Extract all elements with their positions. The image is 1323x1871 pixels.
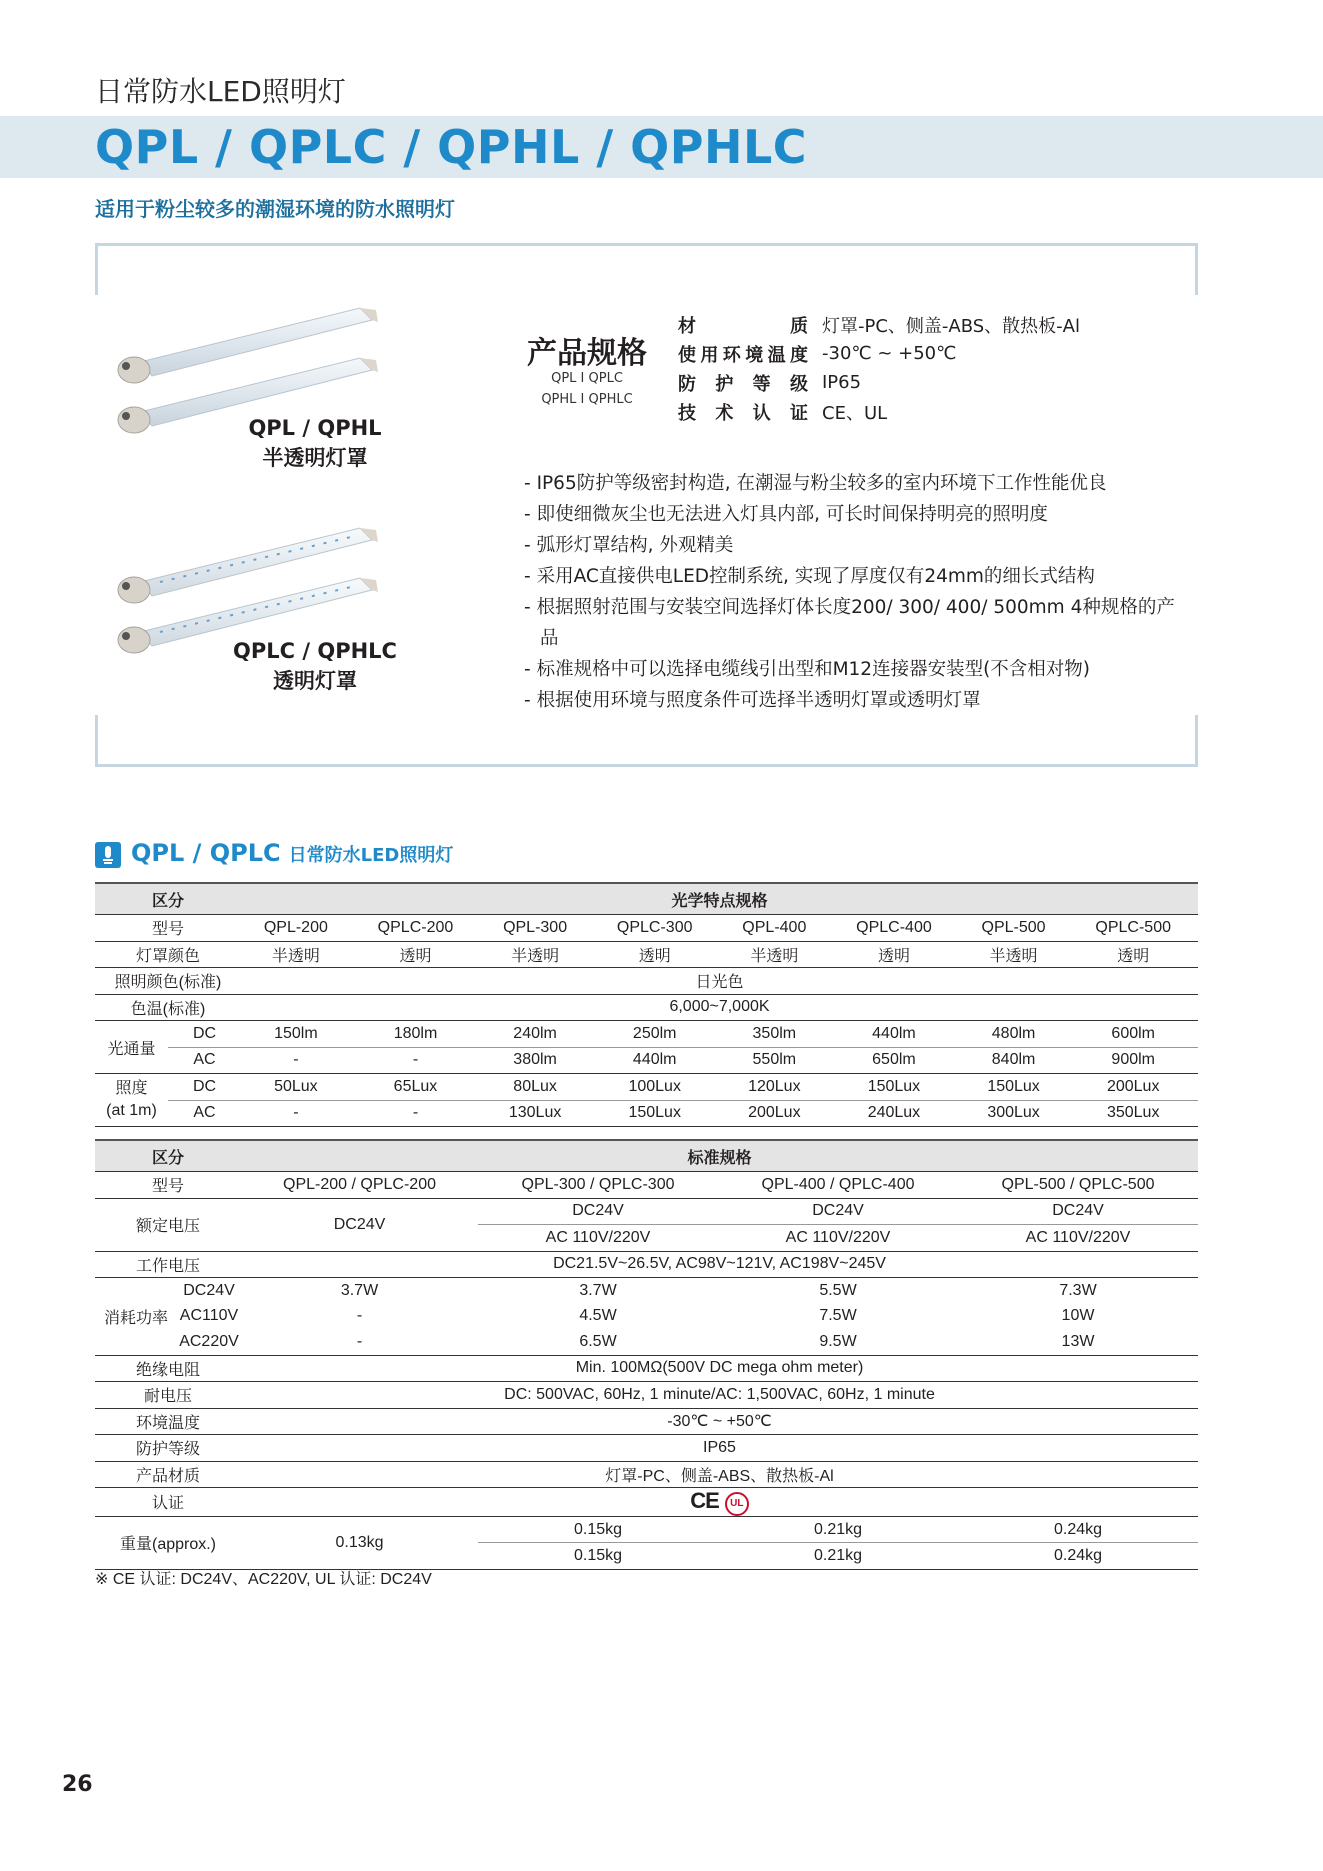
lamp-label-transparent — [195, 636, 435, 696]
table-row: 防护等级 IP65 — [95, 1435, 1198, 1462]
table-row: 灯罩颜色 半透明 透明 半透明 透明 半透明 透明 半透明 透明 — [95, 941, 1198, 968]
feature-item: - 根据使用环境与照度条件可选择半透明灯罩或透明灯罩 — [524, 685, 1184, 716]
lamp-bulb-icon — [95, 842, 121, 868]
table-row: AC220V - 6.5W 9.5W 13W — [95, 1329, 1198, 1355]
lamp-model: QPL / QPHL — [248, 416, 382, 440]
standard-spec-table — [95, 1139, 1198, 1570]
feature-item: - 即使细微灰尘也无法进入灯具内部, 可长时间保持明亮的照明度 — [524, 499, 1184, 530]
ul-mark-icon: UL — [725, 1492, 749, 1516]
feature-item: - 标准规格中可以选择电缆线引出型和M12连接器安装型(不含相对物) — [524, 654, 1184, 685]
lamp-model: QPLC / QPHLC — [233, 639, 397, 663]
feature-list — [524, 468, 1184, 716]
spec-row: 技术认证 CE、UL — [678, 402, 888, 424]
table-row: AC - - 380lm 440lm 550lm 650lm 840lm 900lm — [95, 1047, 1198, 1074]
table-row: 照度 (at 1m) DC 50Lux 65Lux 80Lux 100Lux 120Lux 150Lux 150Lux 200Lux — [95, 1074, 1198, 1101]
category-title: 日常防水LED照明灯 — [95, 75, 346, 108]
table-header-row: 区分 光学特点规格 — [95, 883, 1198, 915]
table-row: 工作电压 DC21.5V~26.5V, AC98V~121V, AC198V~245V — [95, 1251, 1198, 1278]
lamp-type: 半透明灯罩 — [262, 446, 368, 470]
spec-summary-models: QPL Ι QPLC QPHL Ι QPHLC — [541, 371, 633, 407]
table-row: 认证 CE UL — [95, 1488, 1198, 1517]
feature-item: - IP65防护等级密封构造, 在潮湿与粉尘较多的室内环境下工作性能优良 — [524, 468, 1184, 499]
spec-row: 材质 灯罩-PC、侧盖-ABS、散热板-Al — [678, 315, 1080, 337]
footnote: ※ CE 认证: DC24V、AC220V, UL 认证: DC24V — [95, 1571, 432, 1588]
certification-marks — [241, 1488, 1198, 1517]
table-row: 光通量 DC 150lm 180lm 240lm 250lm 350lm 440lm 480lm 600lm — [95, 1021, 1198, 1048]
lamp-label-semi-transparent — [195, 413, 435, 473]
table-row: 0.15kg 0.21kg 0.24kg — [95, 1543, 1198, 1570]
table-row: 色温(标准) 6,000~7,000K — [95, 994, 1198, 1021]
table-row: AC - - 130Lux 150Lux 200Lux 240Lux 300Lux 350Lux — [95, 1100, 1198, 1127]
lamp-type: 透明灯罩 — [273, 669, 357, 693]
table-row: 照明颜色(标准) 日光色 — [95, 968, 1198, 995]
optical-spec-table — [95, 882, 1198, 1127]
page-subtitle: 适用于粉尘较多的潮湿环境的防水照明灯 — [95, 197, 455, 221]
spec-summary-table — [678, 310, 1080, 426]
product-frame-top — [95, 243, 1198, 295]
table-row: 额定电压 DC24V DC24V DC24V DC24V — [95, 1198, 1198, 1225]
table-row: 重量(approx.) 0.13kg 0.15kg 0.21kg 0.24kg — [95, 1516, 1198, 1543]
page-number: 26 — [62, 1772, 93, 1797]
table-row: 型号 QPL-200 / QPLC-200 QPL-300 / QPLC-300 QPL-400 / QPLC-400 QPL-500 / QPLC-500 — [95, 1172, 1198, 1199]
table-row: AC 110V/220V AC 110V/220V AC 110V/220V — [95, 1225, 1198, 1252]
feature-item: - 采用AC直接供电LED控制系统, 实现了厚度仅有24mm的细长式结构 — [524, 561, 1184, 592]
section-title: QPL / QPLC 日常防水LED照明灯 — [131, 839, 454, 867]
table-row: 消耗功率 DC24V 3.7W 3.7W 5.5W 7.3W — [95, 1278, 1198, 1304]
spec-row: 使用环境温度 -30℃ ~ +50℃ — [678, 343, 957, 366]
table-row: 耐电压 DC: 500VAC, 60Hz, 1 minute/AC: 1,500VAC, 60Hz, 1 minute — [95, 1382, 1198, 1409]
table-header-row: 区分 标准规格 — [95, 1140, 1198, 1172]
table-row: 型号 QPL-200 QPLC-200 QPL-300 QPLC-300 QPL-400 QPLC-400 QPL-500 QPLC-500 — [95, 915, 1198, 942]
table-row: 产品材质 灯罩-PC、侧盖-ABS、散热板-Al — [95, 1461, 1198, 1488]
feature-item: - 根据照射范围与安装空间选择灯体长度200/ 300/ 400/ 500mm 4种规格的产品 — [524, 592, 1184, 654]
feature-item: - 弧形灯罩结构, 外观精美 — [524, 530, 1184, 561]
ce-mark-icon: CE — [690, 1488, 719, 1513]
spec-summary-heading: 产品规格 — [527, 336, 647, 371]
table-row: 环境温度 -30℃ ~ +50℃ — [95, 1408, 1198, 1435]
page-title: QPL / QPLC / QPHL / QPHLC — [95, 120, 808, 174]
spec-row: 防护等级 IP65 — [678, 372, 862, 395]
product-frame-bottom — [95, 715, 1198, 767]
table-row: AC110V - 4.5W 7.5W 10W — [179, 1307, 1095, 1325]
table-row: 绝缘电阻 Min. 100MΩ(500V DC mega ohm meter) — [95, 1355, 1198, 1382]
